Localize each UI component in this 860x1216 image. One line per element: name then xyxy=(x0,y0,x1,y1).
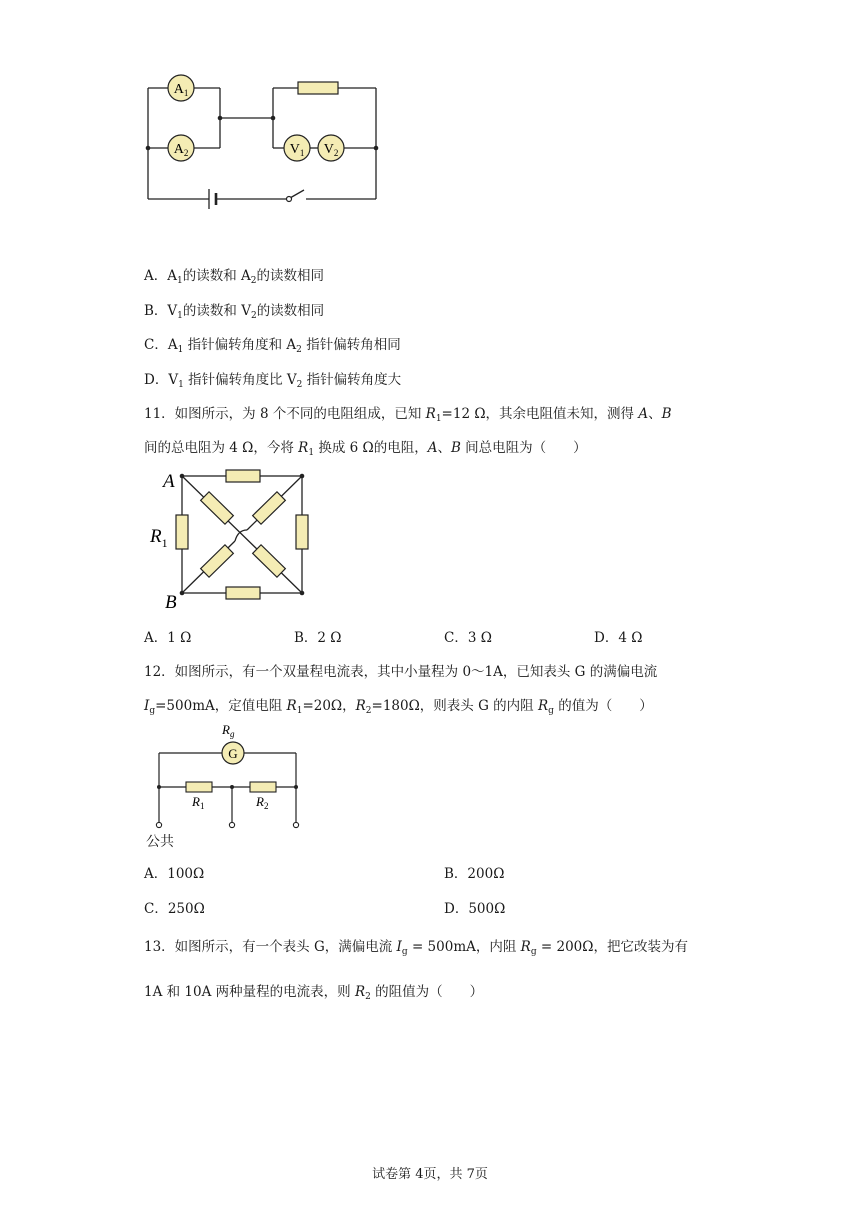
q10-option-b: B．$V_1$的读数和 $V_2$的读数相同 xyxy=(144,303,325,321)
q12-option-c: C．250Ω xyxy=(144,901,205,917)
meter-label: $A_1$ xyxy=(173,82,189,98)
q11-option-a: A．1 Ω xyxy=(144,630,192,646)
q12-option-d: D．500Ω xyxy=(444,901,506,917)
q11-stem-line2: 间的总电阻为 4 Ω，今将 $R_1$ 换成 6 Ω的电阻，A、B 间总电阻为（ ） xyxy=(144,440,587,458)
q11-option-b: B．2 Ω xyxy=(294,630,342,646)
q12-option-a: A．100Ω xyxy=(144,866,205,882)
resistor-label-r1: $R_1$ xyxy=(150,526,168,550)
q12-stem-line1: 12．如图所示，有一个双量程电流表，其中小量程为 0～1A，已知表头 G 的满偏电流 xyxy=(144,664,658,680)
q10-option-a: A．$A_1$的读数和 $A_2$的读数相同 xyxy=(144,268,325,286)
resistor-r1 xyxy=(186,782,212,792)
meter-label: $V_2$ xyxy=(323,142,339,158)
q12-stem-line2: $I_g=500mA$，定值电阻 $R_1=20\Omega$，$R_2=180\Omega$，则表头 G 的内阻 $R_g$ 的值为（ ） xyxy=(144,698,653,716)
q10-option-d: D．$V_1$ 指针偏转角度比 $V_2$ 指针偏转角度大 xyxy=(144,372,402,390)
label-r1: $R_1$ xyxy=(192,794,205,811)
q12-option-b: B．200Ω xyxy=(444,866,505,882)
q11-option-c: C．3 Ω xyxy=(444,630,492,646)
label-rg: $R_g$ xyxy=(222,722,235,739)
meter-label: $V_1$ xyxy=(289,142,305,158)
resistor-r2 xyxy=(250,782,276,792)
q11-option-d: D．4 Ω xyxy=(594,630,643,646)
terminal xyxy=(293,822,298,827)
q11-stem-line1: 11．如图所示，为 8 个不同的电阻组成，已知 $R_1=12$ Ω，其余电阻值未知，测得 A、B xyxy=(144,406,672,424)
q13-stem-line1: 13．如图所示，有一个表头 G，满偏电流 $I_g = 500mA$，内阻 $R_g = 200\Omega$，把它改装为有 xyxy=(144,939,688,957)
meter-label: $A_2$ xyxy=(173,142,189,158)
galvanometer-label: G xyxy=(228,746,238,761)
terminal-common xyxy=(156,822,161,827)
node-label-b: B xyxy=(165,592,177,613)
q13-stem-line2: 1A 和 10A 两种量程的电流表，则 $R_2$ 的阻值为（ ） xyxy=(144,984,484,1002)
label-common-terminal: 公共 xyxy=(146,834,174,850)
terminal xyxy=(229,822,234,827)
q10-option-c: C．$A_1$ 指针偏转角度和 $A_2$ 指针偏转角相同 xyxy=(144,337,401,355)
page-footer: 试卷第 4页，共 7页 xyxy=(372,1167,488,1182)
node-label-a: A xyxy=(163,471,175,492)
label-r2: $R_2$ xyxy=(256,794,269,811)
